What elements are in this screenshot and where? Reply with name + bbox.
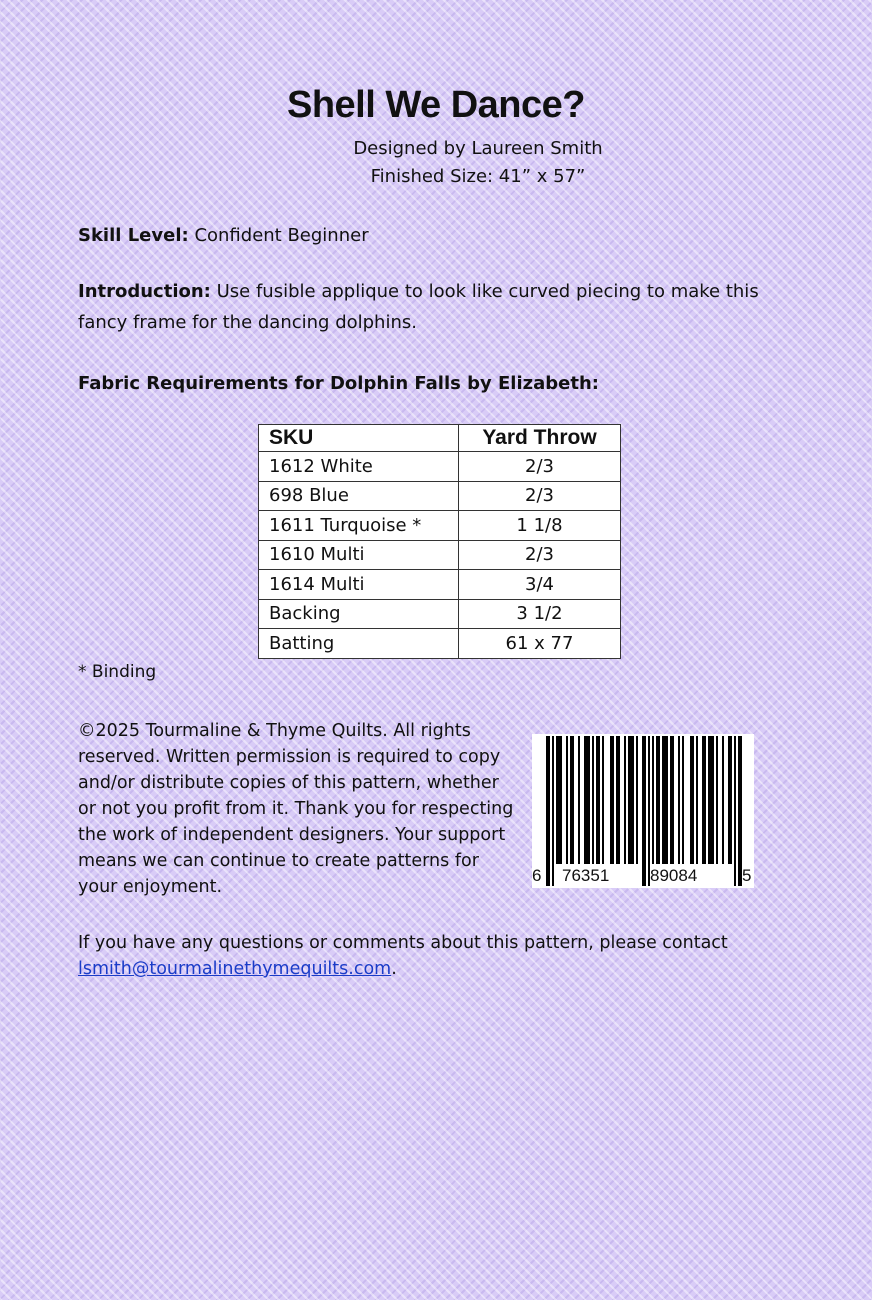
barcode-bar bbox=[610, 736, 614, 864]
barcode-bar bbox=[708, 736, 714, 864]
sku-cell: Backing bbox=[259, 599, 459, 629]
table-row bbox=[259, 481, 621, 511]
fabric-requirements-table bbox=[258, 424, 621, 659]
sku-cell: 1611 Turquoise * bbox=[259, 511, 459, 541]
barcode-bar bbox=[566, 736, 568, 864]
yardage-cell: 3/4 bbox=[459, 570, 621, 600]
fabric-requirements-heading: Fabric Requirements for Dolphin Falls by Elizabeth: bbox=[78, 373, 599, 394]
contact-end: . bbox=[391, 959, 397, 979]
introduction-text: Use fusible applique to look like curved piecing to make this fancy frame for the dancing dolphins. bbox=[78, 281, 759, 333]
barcode-bar bbox=[648, 736, 650, 886]
barcode-bar bbox=[636, 736, 638, 864]
sku-cell: 1614 Multi bbox=[259, 570, 459, 600]
introduction-label: Introduction: bbox=[78, 281, 211, 302]
barcode-bar bbox=[702, 736, 706, 864]
yardage-cell: 3 1/2 bbox=[459, 599, 621, 629]
barcode-digits-group-1: 76351 bbox=[562, 866, 610, 885]
barcode-bar bbox=[728, 736, 732, 864]
yardage-cell: 2/3 bbox=[459, 481, 621, 511]
table-row bbox=[259, 511, 621, 541]
barcode-bar bbox=[556, 736, 562, 864]
designer-credit: Designed by Laureen Smith bbox=[353, 138, 603, 159]
barcode-bar bbox=[656, 736, 660, 864]
barcode-bar bbox=[716, 736, 718, 864]
barcode-bar bbox=[662, 736, 668, 864]
barcode-bar bbox=[546, 736, 550, 886]
skill-level-label: Skill Level: bbox=[78, 225, 189, 246]
barcode-bar bbox=[602, 736, 604, 864]
barcode-bar bbox=[690, 736, 694, 864]
barcode-digits-group-2: 89084 bbox=[650, 866, 698, 885]
barcode-bar bbox=[682, 736, 684, 864]
barcode-bars bbox=[546, 734, 742, 888]
column-header-sku: SKU bbox=[259, 425, 459, 452]
barcode-bar bbox=[578, 736, 580, 864]
contact-paragraph bbox=[78, 930, 798, 982]
yardage-cell: 61 x 77 bbox=[459, 629, 621, 659]
table-row bbox=[259, 629, 621, 659]
table-row bbox=[259, 540, 621, 570]
contact-email-link[interactable]: lsmith@tourmalinethymequilts.com bbox=[78, 959, 392, 979]
binding-footnote: * Binding bbox=[78, 662, 157, 682]
column-header-yard-throw: Yard Throw bbox=[459, 425, 621, 452]
barcode-bar bbox=[592, 736, 594, 864]
barcode-left-digit: 6 bbox=[532, 866, 542, 885]
barcode-bar bbox=[652, 736, 654, 864]
table-header-row bbox=[259, 425, 621, 452]
barcode-bar bbox=[584, 736, 590, 864]
sku-cell: 1610 Multi bbox=[259, 540, 459, 570]
barcode-bar bbox=[670, 736, 674, 864]
table-row bbox=[259, 570, 621, 600]
barcode bbox=[532, 734, 754, 888]
barcode-bar bbox=[738, 736, 742, 886]
sku-cell: Batting bbox=[259, 629, 459, 659]
barcode-bar bbox=[624, 736, 626, 864]
copyright-notice: ©2025 Tourmaline & Thyme Quilts. All rights reserved. Written permission is required to copy and/or distribute copies of this pattern, whether or not you profit from it. Thank you for respecting the work of independent designers. Your support means we can continue to create patterns for your enjoyment. bbox=[78, 721, 514, 897]
table-row bbox=[259, 599, 621, 629]
barcode-bar bbox=[722, 736, 724, 864]
skill-level bbox=[78, 220, 798, 251]
introduction bbox=[78, 276, 798, 338]
barcode-bar bbox=[696, 736, 698, 864]
table-row bbox=[259, 452, 621, 482]
barcode-bar bbox=[596, 736, 600, 864]
yardage-cell: 2/3 bbox=[459, 540, 621, 570]
barcode-right-digit: 5 bbox=[742, 866, 752, 885]
sku-cell: 698 Blue bbox=[259, 481, 459, 511]
barcode-bar bbox=[628, 736, 634, 864]
sku-cell: 1612 White bbox=[259, 452, 459, 482]
barcode-bar bbox=[616, 736, 620, 864]
barcode-bar bbox=[570, 736, 574, 864]
barcode-bar bbox=[642, 736, 646, 886]
page-title: Shell We Dance? bbox=[286, 84, 585, 126]
contact-text: If you have any questions or comments about this pattern, please contact bbox=[78, 933, 728, 953]
barcode-bar bbox=[552, 736, 554, 886]
barcode-bar bbox=[678, 736, 680, 864]
yardage-cell: 1 1/8 bbox=[459, 511, 621, 541]
finished-size: Finished Size: 41” x 57” bbox=[370, 166, 586, 187]
yardage-cell: 2/3 bbox=[459, 452, 621, 482]
skill-level-value: Confident Beginner bbox=[194, 225, 369, 246]
barcode-bar bbox=[734, 736, 736, 886]
